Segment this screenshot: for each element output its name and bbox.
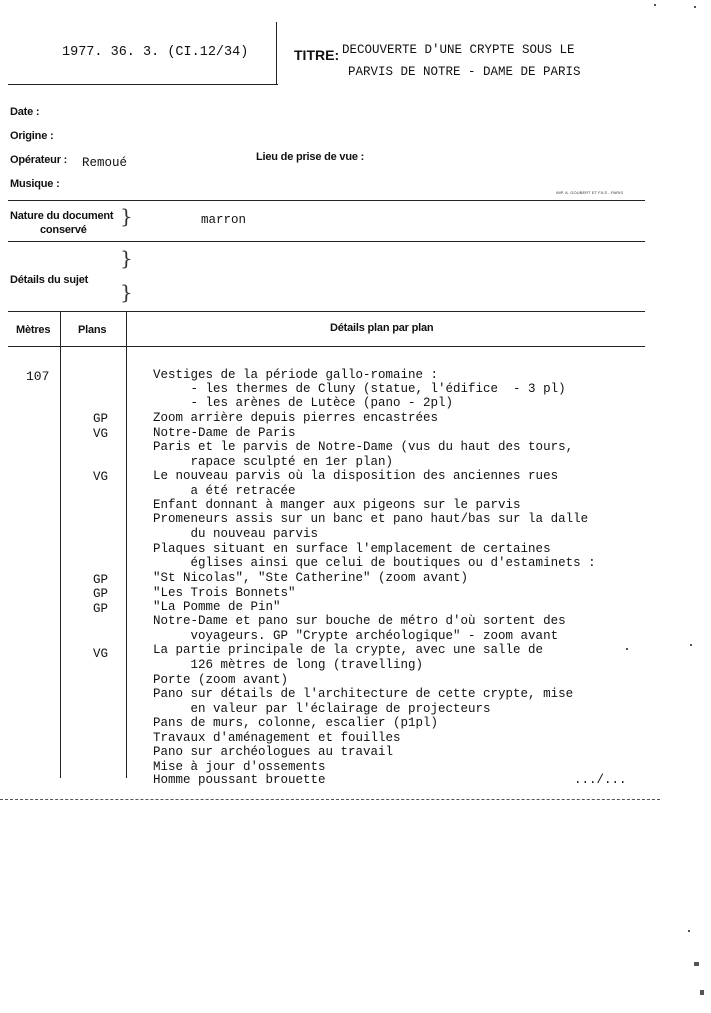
detail-line: en valeur par l'éclairage de projecteurs [153, 702, 491, 716]
nature-label-2: conservé [40, 224, 87, 236]
scan-speck [690, 644, 692, 646]
nature-value: marron [201, 213, 247, 227]
plan-code: VG [93, 470, 109, 484]
detail-line: Plaques situant en surface l'emplacement de certaines [153, 542, 551, 556]
detail-line: "Les Trois Bonnets" [153, 586, 296, 600]
plan-code: GP [93, 587, 109, 601]
title-line-2: PARVIS DE NOTRE - DAME DE PARIS [348, 65, 581, 79]
detail-line: Paris et le parvis de Notre-Dame (vus du haut des tours, [153, 440, 574, 454]
rule-top [8, 200, 645, 201]
plan-code: GP [93, 412, 109, 426]
header-divider [276, 22, 277, 85]
origine-label: Origine : [10, 130, 54, 142]
detail-line: Porte (zoom avant) [153, 673, 289, 687]
musique-label: Musique : [10, 178, 60, 190]
plan-code: VG [93, 647, 109, 661]
detail-line: Travaux d'aménagement et fouilles [153, 731, 401, 745]
detail-line: rapace sculpté en 1er plan) [153, 455, 394, 469]
lieu-label: Lieu de prise de vue : [256, 151, 365, 163]
detail-line: a été retracée [153, 484, 296, 498]
scan-speck [654, 4, 656, 6]
detail-line: Pans de murs, colonne, escalier (p1pl) [153, 716, 439, 730]
detail-line: Notre-Dame de Paris [153, 426, 296, 440]
bottom-rule [0, 799, 660, 800]
imprint-text: IMP. A. GOUBERT ET FILS - PARIS [556, 190, 624, 195]
detail-line: 126 mètres de long (travelling) [153, 658, 424, 672]
col-divider-1 [60, 312, 61, 778]
continuation-mark: .../... [574, 773, 627, 787]
detail-line: - les arènes de Lutèce (pano - 2pl) [153, 396, 454, 410]
detail-line: "St Nicolas", "Ste Catherine" (zoom avant) [153, 571, 469, 585]
rule-table-header [8, 346, 645, 347]
detail-line: Pano sur détails de l'architecture de cette crypte, mise [153, 687, 574, 701]
scan-speck [694, 962, 699, 966]
scan-speck [626, 648, 628, 650]
operateur-label: Opérateur : [10, 154, 68, 166]
scan-speck [688, 930, 690, 932]
detail-line: voyageurs. GP "Crypte archéologique" - zoom avant [153, 629, 559, 643]
sujet-brace-bottom: } [120, 280, 133, 304]
plan-code: VG [93, 427, 109, 441]
detail-line: - les thermes de Cluny (statue, l'édifice - 3 pl) [153, 382, 566, 396]
rule-nature [8, 241, 645, 242]
nature-label-1: Nature du document [10, 210, 114, 222]
scan-speck [700, 990, 704, 995]
detail-line: églises ainsi que celui de boutiques ou d'estaminets : [153, 556, 596, 570]
detail-line: Enfant donnant à manger aux pigeons sur le parvis [153, 498, 521, 512]
detail-line: Mise à jour d'ossements [153, 760, 326, 774]
plan-code: GP [93, 602, 109, 616]
col-plans-header: Plans [78, 324, 107, 336]
detail-line: "La Pomme de Pin" [153, 600, 281, 614]
col-metres-header: Mètres [16, 324, 51, 336]
detail-line: du nouveau parvis [153, 527, 319, 541]
detail-line: Le nouveau parvis où la disposition des anciennes rues [153, 469, 559, 483]
detail-line: Zoom arrière depuis pierres encastrées [153, 411, 439, 425]
detail-line: Vestiges de la période gallo-romaine : [153, 368, 439, 382]
title-line-1: DECOUVERTE D'UNE CRYPTE SOUS LE [342, 43, 575, 57]
nature-brace: } [120, 204, 133, 228]
col-details-header: Détails plan par plan [330, 322, 434, 334]
detail-line: Notre-Dame et pano sur bouche de métro d'où sortent des [153, 614, 566, 628]
metres-value: 107 [26, 369, 50, 384]
operateur-value: Remoué [82, 156, 128, 170]
plan-code: GP [93, 573, 109, 587]
reference-number: 1977. 36. 3. (CI.12/34) [62, 45, 249, 60]
detail-line: Promeneurs assis sur un banc et pano haut/bas sur la dalle [153, 512, 589, 526]
scan-speck [694, 6, 696, 8]
rule-sujet [8, 311, 645, 312]
detail-line: Homme poussant brouette [153, 773, 326, 787]
titre-label: TITRE: [294, 47, 340, 63]
col-divider-2 [126, 312, 127, 778]
header-underline [8, 84, 278, 85]
details-sujet-label: Détails du sujet [10, 274, 89, 286]
detail-line: Pano sur archéologues au travail [153, 745, 394, 759]
detail-line: La partie principale de la crypte, avec une salle de [153, 643, 544, 657]
date-label: Date : [10, 106, 40, 118]
sujet-brace-top: } [120, 246, 133, 270]
